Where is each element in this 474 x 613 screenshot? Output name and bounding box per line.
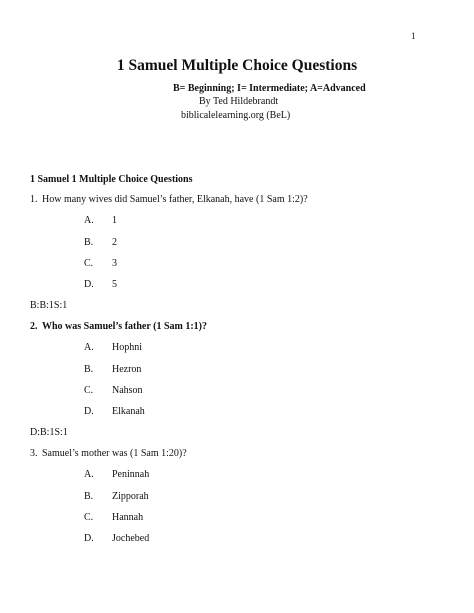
question-3-option-b-text: Zipporah (112, 491, 149, 502)
question-3-option-b-letter: B. (84, 491, 94, 502)
question-1-option-d-text: 5 (112, 279, 117, 290)
question-2-option-b-text: Hezron (112, 364, 142, 375)
question-2-text: Who was Samuel’s father (1 Sam 1:1)? (42, 321, 207, 332)
question-3-option-a-letter: A. (84, 469, 94, 480)
question-2-option-c-letter: C. (84, 385, 94, 396)
author-line: By Ted Hildebrandt (199, 96, 279, 107)
question-2-option-c-text: Nahson (112, 385, 143, 396)
question-3-option-d-letter: D. (84, 533, 94, 544)
question-1-option-d-letter: D. (84, 279, 94, 290)
page-title: 1 Samuel Multiple Choice Questions (116, 57, 358, 74)
question-2-option-d-text: Elkanah (112, 406, 145, 417)
question-1-option-c-letter: C. (84, 258, 94, 269)
question-1-text: How many wives did Samuel’s father, Elkanah, have (1 Sam 1:2)? (42, 194, 308, 205)
question-1-number: 1. (30, 194, 38, 205)
question-1-option-b-text: 2 (112, 237, 117, 248)
difficulty-levels: B= Beginning; I= Intermediate; A=Advanced (173, 83, 366, 94)
question-2-option-a-letter: A. (84, 342, 94, 353)
question-1-option-a-letter: A. (84, 215, 94, 226)
question-3-number: 3. (30, 448, 38, 459)
question-1-option-b-letter: B. (84, 237, 94, 248)
question-3-option-c-letter: C. (84, 512, 94, 523)
question-1-option-c-text: 3 (112, 258, 117, 269)
question-2-option-d-letter: D. (84, 406, 94, 417)
page-number: 1 (411, 31, 416, 41)
question-1-answer-code: B:B:1S:1 (30, 300, 68, 311)
section-heading: 1 Samuel 1 Multiple Choice Questions (30, 174, 193, 185)
site-line: biblicalelearning.org (BeL) (181, 110, 291, 121)
question-3-option-d-text: Jochebed (112, 533, 150, 544)
question-2-number: 2. (30, 321, 38, 332)
question-2-answer-code: D:B:1S:1 (30, 427, 68, 438)
question-2-option-b-letter: B. (84, 364, 94, 375)
question-3-option-c-text: Hannah (112, 512, 144, 523)
question-1-option-a-text: 1 (112, 215, 117, 226)
question-3-option-a-text: Peninnah (112, 469, 150, 480)
question-2-option-a-text: Hophni (112, 342, 142, 353)
question-3-text: Samuel’s mother was (1 Sam 1:20)? (42, 448, 187, 459)
